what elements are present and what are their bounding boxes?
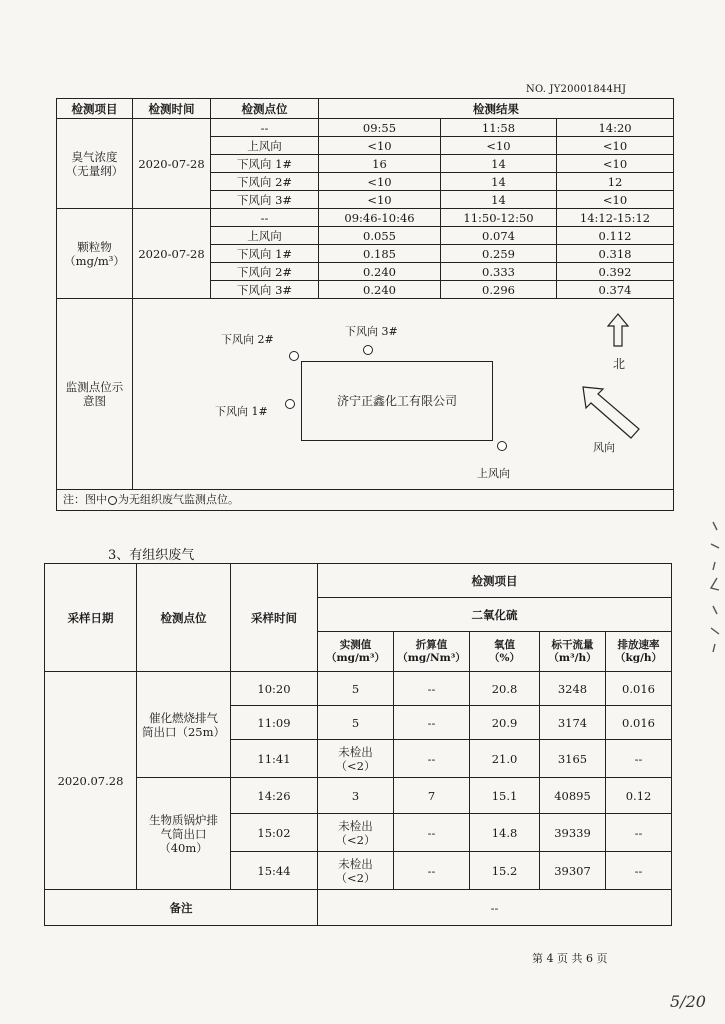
- remark-label: 备注: [45, 890, 318, 926]
- odor-value: <10: [557, 191, 674, 209]
- odor-value: <10: [319, 173, 441, 191]
- point-downwind-2-circle: [289, 351, 299, 361]
- particulate-value: 14:12-15:12: [557, 209, 674, 227]
- header-time: 检测时间: [133, 99, 211, 119]
- particulate-point: 上风向: [211, 227, 319, 245]
- odor-item-cell: [57, 119, 133, 209]
- oxygen-value: 20.9: [470, 706, 540, 740]
- section-title: 3、有组织废气: [108, 548, 195, 563]
- handwritten-mark: 5/20: [670, 992, 706, 1011]
- measured-value: 未检出 （<2）: [318, 814, 394, 852]
- odor-date: 2020-07-28: [133, 119, 211, 209]
- header-result: 检测结果: [319, 99, 674, 119]
- report-number: NO. JY20001844HJ: [526, 84, 627, 95]
- oxygen-value: 20.8: [470, 672, 540, 706]
- particulate-date: 2020-07-28: [133, 209, 211, 299]
- measured-value: 3: [318, 778, 394, 814]
- binding-edge-marks: [707, 518, 723, 658]
- diagram-label-line1: 监测点位示: [65, 380, 124, 394]
- point-downwind-1-circle: [285, 399, 295, 409]
- oxygen-value: 21.0: [470, 740, 540, 778]
- particulate-value: 0.185: [319, 245, 441, 263]
- converted-value: 7: [394, 778, 470, 814]
- odor-item-unit: （无量纲）: [65, 163, 124, 178]
- sample-time: 11:09: [231, 706, 318, 740]
- odor-value: 14:20: [557, 119, 674, 137]
- oxygen-value: 15.1: [470, 778, 540, 814]
- particulate-point: 下风向 1#: [211, 245, 319, 263]
- header-point: 检测点位: [211, 99, 319, 119]
- sample-date: 2020.07.28: [45, 672, 137, 890]
- label-downwind-2: 下风向 2#: [221, 333, 274, 346]
- measured-value: 5: [318, 706, 394, 740]
- header-oxygen: 氧值 （%）: [470, 632, 540, 672]
- header-pollutant: 二氧化硫: [318, 598, 672, 632]
- converted-value: --: [394, 814, 470, 852]
- header-sample-time: 采样时间: [231, 564, 318, 672]
- particulate-value: 0.296: [441, 281, 557, 299]
- point-downwind-3-circle: [363, 345, 373, 355]
- flow-value: 40895: [540, 778, 606, 814]
- converted-value: --: [394, 852, 470, 890]
- odor-value: <10: [441, 137, 557, 155]
- particulate-item-cell: [57, 209, 133, 299]
- header-test-item: 检测项目: [318, 564, 672, 598]
- flow-value: 3174: [540, 706, 606, 740]
- organized-emission-table: [44, 563, 672, 926]
- measured-value: 未检出 （<2）: [318, 740, 394, 778]
- flow-value: 39339: [540, 814, 606, 852]
- sample-time: 15:02: [231, 814, 318, 852]
- particulate-value: 0.055: [319, 227, 441, 245]
- particulate-value: 0.259: [441, 245, 557, 263]
- oxygen-value: 14.8: [470, 814, 540, 852]
- wind-label: 风向: [593, 441, 615, 454]
- odor-value: 14: [441, 173, 557, 191]
- flow-value: 39307: [540, 852, 606, 890]
- odor-value: <10: [557, 137, 674, 155]
- header-sample-point: 检测点位: [137, 564, 231, 672]
- particulate-value: 0.240: [319, 281, 441, 299]
- particulate-value: 11:50-12:50: [441, 209, 557, 227]
- odor-point: 下风向 1#: [211, 155, 319, 173]
- converted-value: --: [394, 740, 470, 778]
- header-measured: 实测值 （mg/m³）: [318, 632, 394, 672]
- monitoring-point-diagram: [133, 299, 674, 490]
- north-label: 北: [613, 357, 626, 371]
- particulate-item-unit: （mg/m³）: [64, 253, 125, 268]
- odor-value: 11:58: [441, 119, 557, 137]
- sample-time: 11:41: [231, 740, 318, 778]
- header-rate: 排放速率 （kg/h）: [606, 632, 672, 672]
- rate-value: 0.016: [606, 672, 672, 706]
- odor-value: 14: [441, 191, 557, 209]
- diagram-row-label: [57, 299, 133, 490]
- particulate-value: 0.333: [441, 263, 557, 281]
- header-item: 检测项目: [57, 99, 133, 119]
- particulate-value: 09:46-10:46: [319, 209, 441, 227]
- odor-value: 16: [319, 155, 441, 173]
- odor-point: 上风向: [211, 137, 319, 155]
- odor-value: 09:55: [319, 119, 441, 137]
- particulate-value: 0.374: [557, 281, 674, 299]
- note-circle-icon: [108, 496, 117, 505]
- odor-item-name: 臭气浓度: [71, 149, 118, 164]
- diagram-note: [57, 490, 674, 511]
- label-downwind-1: 下风向 1#: [215, 405, 268, 418]
- odor-point: 下风向 3#: [211, 191, 319, 209]
- sample-time: 15:44: [231, 852, 318, 890]
- particulate-value: 0.112: [557, 227, 674, 245]
- sample-time: 10:20: [231, 672, 318, 706]
- odor-value: <10: [319, 191, 441, 209]
- wind-direction-arrow-icon: [581, 385, 641, 441]
- particulate-value: 0.318: [557, 245, 674, 263]
- flow-value: 3248: [540, 672, 606, 706]
- converted-value: --: [394, 672, 470, 706]
- odor-point: --: [211, 119, 319, 137]
- converted-value: --: [394, 706, 470, 740]
- odor-value: <10: [557, 155, 674, 173]
- particulate-value: 0.074: [441, 227, 557, 245]
- header-converted: 折算值 （mg/Nm³）: [394, 632, 470, 672]
- particulate-point: 下风向 3#: [211, 281, 319, 299]
- header-flow: 标干流量 （m³/h）: [540, 632, 606, 672]
- oxygen-value: 15.2: [470, 852, 540, 890]
- sample-point-1: 催化燃烧排气 筒出口（25m）: [137, 672, 231, 778]
- odor-value: 12: [557, 173, 674, 191]
- particulate-item-name: 颗粒物: [77, 239, 112, 254]
- particulate-value: 0.240: [319, 263, 441, 281]
- label-upwind: 上风向: [477, 467, 510, 480]
- remark-value: --: [318, 890, 672, 926]
- diagram-label-line2: 意图: [83, 394, 106, 408]
- sample-time: 14:26: [231, 778, 318, 814]
- north-arrow-icon: [607, 313, 629, 347]
- page-number: 第 4 页 共 6 页: [532, 952, 608, 965]
- company-building: [301, 361, 493, 441]
- rate-value: --: [606, 740, 672, 778]
- particulate-point: 下风向 2#: [211, 263, 319, 281]
- sample-point-2: 生物质锅炉排 气筒出口 （40m）: [137, 778, 231, 890]
- odor-value: <10: [319, 137, 441, 155]
- note-prefix: 注：图中: [63, 493, 107, 506]
- odor-value: 14: [441, 155, 557, 173]
- odor-point: 下风向 2#: [211, 173, 319, 191]
- point-upwind-circle: [497, 441, 507, 451]
- particulate-point: --: [211, 209, 319, 227]
- header-sample-date: 采样日期: [45, 564, 137, 672]
- company-name: 济宁正鑫化工有限公司: [336, 394, 457, 408]
- rate-value: 0.016: [606, 706, 672, 740]
- unorganized-emission-table: [56, 98, 674, 511]
- measured-value: 未检出 （<2）: [318, 852, 394, 890]
- note-suffix: 为无组织废气监测点位。: [118, 493, 239, 506]
- label-downwind-3: 下风向 3#: [345, 325, 398, 338]
- rate-value: --: [606, 814, 672, 852]
- rate-value: 0.12: [606, 778, 672, 814]
- flow-value: 3165: [540, 740, 606, 778]
- particulate-value: 0.392: [557, 263, 674, 281]
- measured-value: 5: [318, 672, 394, 706]
- rate-value: --: [606, 852, 672, 890]
